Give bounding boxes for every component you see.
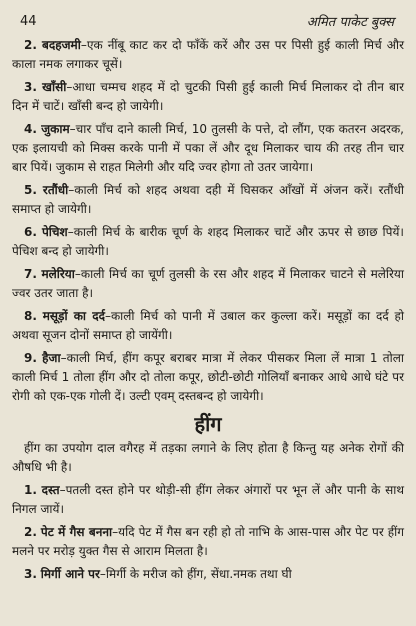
item-text: –काली मिर्च, हींग कपूर बराबर मात्रा में लेकर पीसकर मिला लें मात्रा 1 तोला काली मिर्च 1 तोला हींग और दो तोला कपूर, छोटी-छोटी गोलियाँ बनाकर आधे आधे घंटे पर रोगी को एक-एक गोली दें। उल्टी एवम् दस्तबन्द हो जायेगी। [12,351,404,403]
item-title: मिर्गी आने पर [40,567,100,581]
remedy-item [12,181,404,219]
section-heading: हींग [194,412,222,436]
item-text: –यदि पेट में गैस बन रही हो तो नाभि के आस-पास और पेट पर हींग मलने पर मरोड़ युक्त गैस से आराम मिलता है। [12,525,404,558]
item-text: –एक नींबू काट कर दो फाँकें करें और उस पर पिसी हुई काली मिर्च और काला नमक लगाकर चूसें। [12,38,404,71]
item-text: –काली मिर्च को शहद अथवा दही में घिसकर आँखों में अंजन करें। रतौंधी समाप्त हो जायेगी। [12,183,404,216]
remedy-item [12,78,404,116]
page-number: 44 [20,13,37,29]
item-number: 7. [24,267,37,281]
remedy-item [12,349,404,406]
page-header [12,6,404,36]
remedy-item [12,265,404,303]
item-title: हैजा [42,351,61,365]
remedy-item [12,481,404,519]
item-title: रतौंधी [42,183,69,197]
item-title: बदहजमी [42,38,81,52]
item-title: पेचिश [41,225,68,239]
item-title: खाँसी [42,80,67,94]
item-number: 8. [24,309,37,323]
item-number: 1. [24,483,37,497]
item-number: 3. [24,567,37,581]
remedies-list-top [12,36,404,406]
remedy-item [12,523,404,561]
item-title: दस्त [41,483,60,497]
item-number: 5. [24,183,37,197]
item-number: 6. [24,225,37,239]
item-title: मलेरिया [41,267,75,281]
item-title: जुकाम [41,122,70,136]
remedy-item [12,223,404,261]
section-intro: हींग का उपयोग दाल वगैरह में तड़का लगाने के लिए होता है किन्तु यह अनेक रोगों की औषधि भी है। [12,441,404,474]
item-text: –मिर्गी के मरीज को हींग, सेंधा.नमक तथा घी [99,567,292,581]
item-title: मसूड़ों का दर्द [42,309,105,323]
item-text: –काली मिर्च को पानी में उबाल कर कुल्ला करें। मसूड़ों का दर्द हो अथवा सूजन दोनों समाप्त हो जायेंगी। [12,309,404,342]
remedy-item [12,120,404,177]
book-title: अमित पाकेट बुक्स [306,15,394,30]
item-text: –काली मिर्च का चूर्ण तुलसी के रस और शहद में मिलाकर चाटने से मलेरिया ज्वर उतर जाता है। [12,267,404,300]
item-title: पेट में गैस बनना [40,525,113,539]
item-text: –चार पाँच दाने काली मिर्च, 10 तुलसी के पत्ते, दो लौंग, एक कतरन अदरक, एक इलायची को मिक्स करके पानी में पका लें और दूध मिलाकर चाय की तरह तीन चार बार पियें। जुकाम से राहत मिलेगी और यदि ज्वर होगा तो उतर जायेगा। [12,122,404,174]
remedy-item [12,36,404,74]
item-text: –पतली दस्त होने पर थोड़ी-सी हींग लेकर अंगारों पर भून लें और पानी के साथ निगल जायें। [12,483,404,516]
remedy-item [12,307,404,345]
remedies-list-bottom [12,481,404,584]
item-number: 2. [24,38,37,52]
item-text: –आधा चम्मच शहद में दो चुटकी पिसी हुई काली मिर्च मिलाकर दो तीन बार दिन में चाटें। खाँसी बन्द हो जायेगी। [12,80,404,113]
item-text: –काली मिर्च के बारीक चूर्ण के शहद मिलाकर चाटें और ऊपर से छाछ पियें। पेचिश बन्द हो जायेगी। [12,225,404,258]
remedy-item [12,565,404,584]
item-number: 9. [24,351,37,365]
item-number: 2. [24,525,37,539]
item-number: 3. [24,80,37,94]
item-number: 4. [24,122,37,136]
